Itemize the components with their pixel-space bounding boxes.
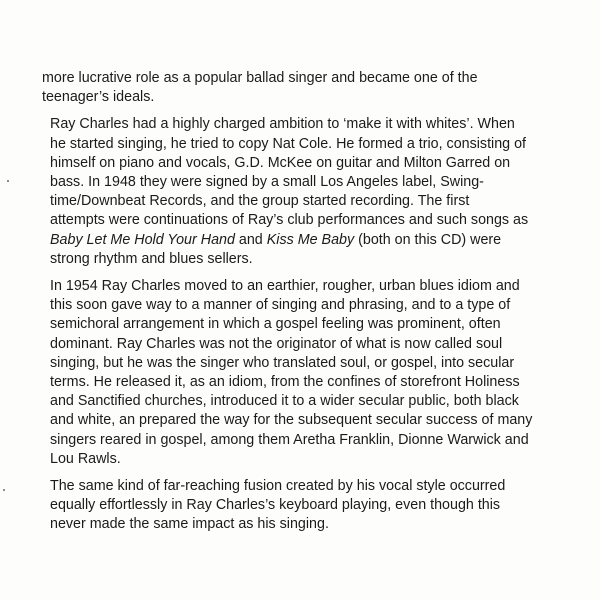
text-line: himself on piano and vocals, G.D. McKee on guitar and Milton Garred on <box>50 154 511 171</box>
paragraph-1 <box>42 69 582 107</box>
text-line: time/Downbeat Records, and the group started recording. The first <box>50 193 470 210</box>
text-line: semichoral arrangement in which a gospel feeling was prominent, often <box>50 316 501 333</box>
text-line: The same kind of far-reaching fusion created by his vocal style occurred <box>50 478 506 495</box>
text-fragment: (both on this CD) were <box>354 231 502 248</box>
text-line: and white, an prepared the way for the subsequent secular success of many <box>50 412 533 429</box>
text-line-with-titles <box>50 231 582 250</box>
text-line: Lou Rawls. <box>50 450 121 467</box>
text-fragment: and <box>234 231 267 248</box>
text-line: this soon gave way to a manner of singing and phrasing, and to a type of <box>50 297 511 314</box>
text-line: singing, but he was the singer who translated soul, or gospel, into secular <box>50 354 515 371</box>
text-line: terms. He released it, as an idiom, from the confines of storefront Holiness <box>50 374 520 391</box>
text-line: In 1954 Ray Charles moved to an earthier, rougher, urban blues idiom and <box>50 278 520 295</box>
scan-speck <box>3 489 5 491</box>
scan-speck <box>7 180 9 182</box>
song-title: Kiss Me Baby <box>266 231 355 248</box>
body-text <box>42 69 582 543</box>
song-title: Baby Let Me Hold Your Hand <box>50 231 235 248</box>
text-line: more lucrative role as a popular ballad singer and became one of the <box>42 70 478 86</box>
text-line: and Sanctified churches, introduced it to a wider secular public, both black <box>50 393 519 410</box>
text-line: teenager’s ideals. <box>42 89 155 106</box>
text-line: Ray Charles had a highly charged ambition to ‘make it with whites’. When <box>50 116 515 133</box>
paragraph-3 <box>42 277 582 469</box>
text-line: he started singing, he tried to copy Nat Cole. He formed a trio, consisting of <box>50 135 527 152</box>
paragraph-2 <box>42 115 582 269</box>
text-line: never made the same impact as his singing. <box>50 516 329 533</box>
paragraph-4 <box>42 477 582 535</box>
text-line: strong rhythm and blues sellers. <box>50 250 253 267</box>
text-line: singers reared in gospel, among them Aretha Franklin, Dionne Warwick and <box>50 431 529 448</box>
text-line: equally effortlessly in Ray Charles’s keyboard playing, even though this <box>50 497 501 514</box>
text-line: bass. In 1948 they were signed by a small Los Angeles label, Swing- <box>50 174 484 191</box>
text-line: attempts were continuations of Ray’s club performances and such songs as <box>50 212 529 229</box>
text-line: dominant. Ray Charles was not the originator of what is now called soul <box>50 335 503 352</box>
